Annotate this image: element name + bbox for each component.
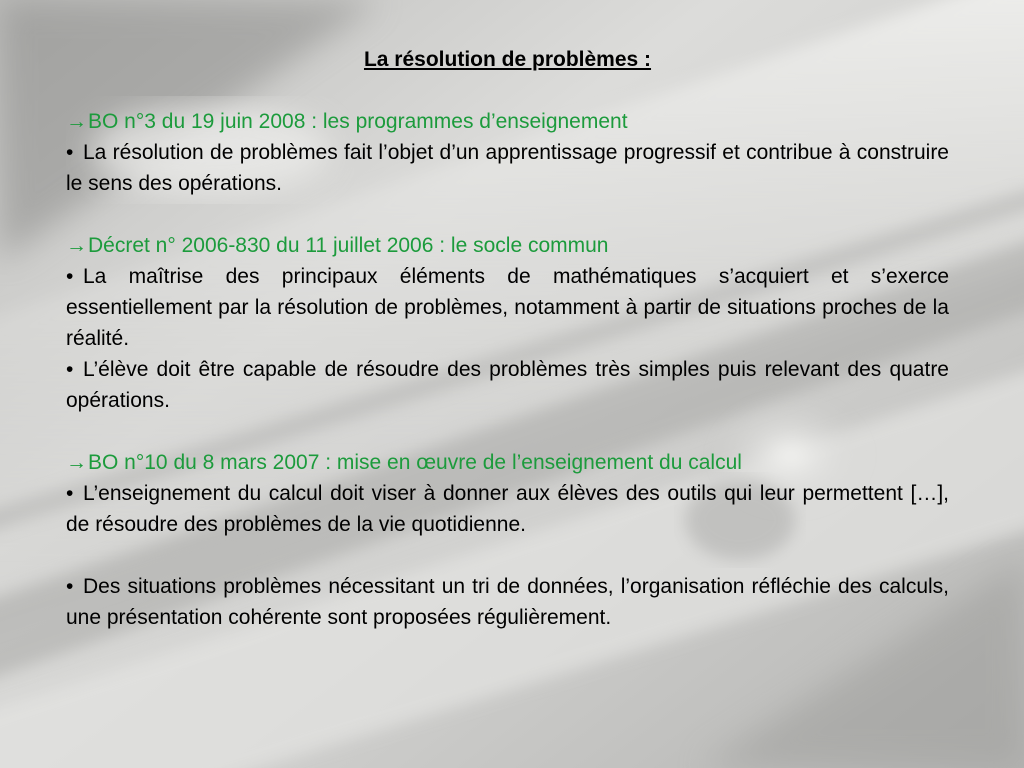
section-heading-text: BO n°3 du 19 juin 2008 : les programmes d’enseignement	[88, 110, 628, 133]
section-heading	[66, 447, 949, 478]
slide-title: La résolution de problèmes :	[363, 48, 652, 71]
arrow-right-icon: →	[66, 234, 87, 257]
arrow-right-icon: →	[66, 110, 87, 133]
spacer	[66, 416, 949, 447]
bullet-item	[66, 137, 949, 199]
bullet-text: L’enseignement du calcul doit viser à donner aux élèves des outils qui leur permettent […], de résoudre des problèmes de la vie quotidienne.	[66, 482, 949, 536]
slide-content	[66, 44, 949, 633]
spacer	[66, 540, 949, 571]
bullet-icon: •	[66, 358, 74, 381]
bullet-icon: •	[66, 482, 74, 505]
section-heading-text: BO n°10 du 8 mars 2007 : mise en œuvre de l’enseignement du calcul	[88, 451, 742, 474]
section-heading-text: Décret n° 2006-830 du 11 juillet 2006 : le socle commun	[88, 234, 609, 257]
bullet-icon: •	[66, 265, 74, 288]
section-heading	[66, 230, 949, 261]
bullet-icon: •	[66, 141, 74, 164]
bullet-text: Des situations problèmes nécessitant un tri de données, l’organisation réfléchie des calculs, une présentation cohérente sont proposées régulièrement.	[66, 575, 949, 629]
section-heading	[66, 106, 949, 137]
bullet-icon: •	[66, 575, 74, 598]
bullet-item	[66, 478, 949, 540]
arrow-right-icon: →	[66, 451, 87, 474]
bullet-item	[66, 571, 949, 633]
spacer	[66, 75, 949, 106]
bullet-text: La maîtrise des principaux éléments de mathématiques s’acquiert et s’exerce essentiellement par la résolution de problèmes, notamment à partir de situations proches de la réalité.	[66, 265, 949, 350]
bullet-text: L’élève doit être capable de résoudre des problèmes très simples puis relevant des quatre opérations.	[66, 358, 949, 412]
bullet-item	[66, 261, 949, 354]
spacer	[66, 199, 949, 230]
bullet-item	[66, 354, 949, 416]
bullet-text: La résolution de problèmes fait l’objet d’un apprentissage progressif et contribue à construire le sens des opérations.	[66, 141, 949, 195]
